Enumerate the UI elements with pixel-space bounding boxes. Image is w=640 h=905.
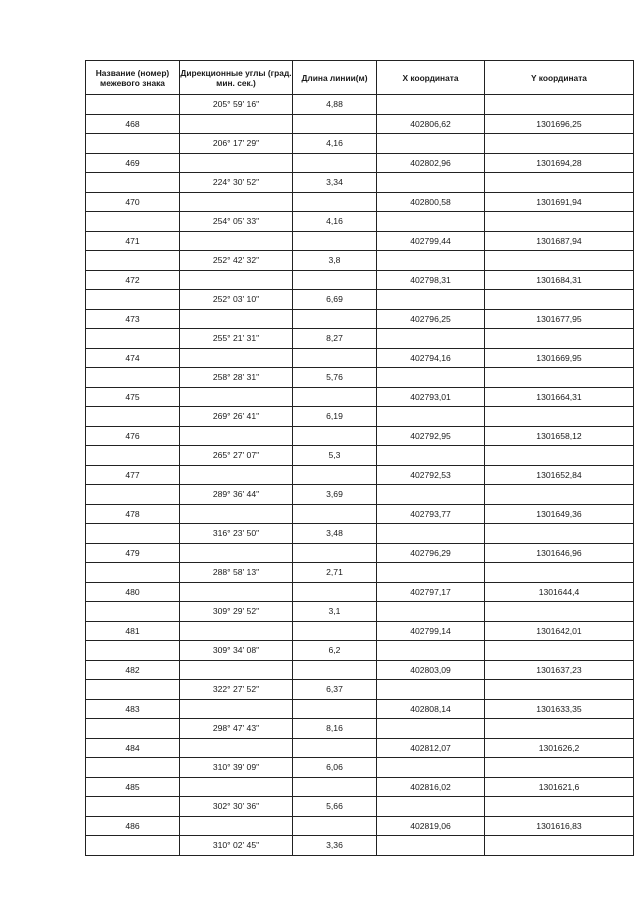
table-row	[86, 290, 634, 310]
direction-angle-cell	[180, 231, 293, 251]
mark-name-cell: 486	[86, 816, 180, 836]
x-coordinate-cell: 402802,96	[377, 153, 485, 173]
x-coordinate-cell	[377, 485, 485, 505]
x-coordinate-cell: 402796,29	[377, 543, 485, 563]
table-row	[86, 797, 634, 817]
direction-angle-cell	[180, 426, 293, 446]
table-row	[86, 368, 634, 388]
line-length-cell: 5,3	[293, 446, 377, 466]
table-row	[86, 699, 634, 719]
table-row	[86, 719, 634, 739]
y-coordinate-cell: 1301649,36	[485, 504, 634, 524]
mark-name-cell	[86, 173, 180, 193]
line-length-cell	[293, 426, 377, 446]
mark-name-cell: 484	[86, 738, 180, 758]
mark-name-cell	[86, 758, 180, 778]
y-coordinate-cell: 1301696,25	[485, 114, 634, 134]
line-length-cell	[293, 348, 377, 368]
table-row	[86, 758, 634, 778]
mark-name-cell	[86, 563, 180, 583]
x-coordinate-cell: 402794,16	[377, 348, 485, 368]
y-coordinate-cell: 1301616,83	[485, 816, 634, 836]
y-coordinate-cell	[485, 173, 634, 193]
x-coordinate-cell: 402792,95	[377, 426, 485, 446]
line-length-cell: 3,36	[293, 836, 377, 856]
mark-name-cell: 483	[86, 699, 180, 719]
table-row	[86, 660, 634, 680]
table-row	[86, 816, 634, 836]
mark-name-cell: 471	[86, 231, 180, 251]
table-row	[86, 329, 634, 349]
x-coordinate-cell	[377, 290, 485, 310]
line-length-cell: 3,1	[293, 602, 377, 622]
mark-name-cell	[86, 641, 180, 661]
direction-angle-cell: 316° 23' 50"	[180, 524, 293, 544]
table-row	[86, 485, 634, 505]
line-length-cell: 3,69	[293, 485, 377, 505]
mark-name-cell: 482	[86, 660, 180, 680]
table-row	[86, 504, 634, 524]
direction-angle-cell	[180, 192, 293, 212]
direction-angle-cell: 288° 58' 13"	[180, 563, 293, 583]
direction-angle-cell: 289° 36' 44"	[180, 485, 293, 505]
line-length-cell: 6,19	[293, 407, 377, 427]
y-coordinate-cell	[485, 797, 634, 817]
y-coordinate-cell: 1301621,6	[485, 777, 634, 797]
direction-angle-cell: 252° 42' 32"	[180, 251, 293, 271]
x-coordinate-cell: 402808,14	[377, 699, 485, 719]
mark-name-cell	[86, 719, 180, 739]
line-length-cell	[293, 543, 377, 563]
mark-name-cell	[86, 680, 180, 700]
direction-angle-cell	[180, 387, 293, 407]
y-coordinate-cell: 1301691,94	[485, 192, 634, 212]
y-coordinate-cell	[485, 758, 634, 778]
line-length-cell	[293, 465, 377, 485]
line-length-cell: 3,48	[293, 524, 377, 544]
mark-name-cell: 468	[86, 114, 180, 134]
line-length-cell: 8,16	[293, 719, 377, 739]
y-coordinate-cell	[485, 680, 634, 700]
table-row	[86, 387, 634, 407]
direction-angle-cell: 258° 28' 31"	[180, 368, 293, 388]
line-length-cell: 5,66	[293, 797, 377, 817]
y-coordinate-cell	[485, 719, 634, 739]
x-coordinate-cell: 402806,62	[377, 114, 485, 134]
y-coordinate-cell: 1301658,12	[485, 426, 634, 446]
mark-name-cell: 481	[86, 621, 180, 641]
direction-angle-cell: 309° 29' 52"	[180, 602, 293, 622]
mark-name-cell	[86, 368, 180, 388]
direction-angle-cell	[180, 699, 293, 719]
y-coordinate-cell	[485, 212, 634, 232]
table-row	[86, 680, 634, 700]
table-row	[86, 251, 634, 271]
mark-name-cell: 477	[86, 465, 180, 485]
x-coordinate-cell: 402796,25	[377, 309, 485, 329]
mark-name-cell	[86, 329, 180, 349]
x-coordinate-cell: 402798,31	[377, 270, 485, 290]
direction-angle-cell: 310° 02' 45"	[180, 836, 293, 856]
x-coordinate-cell: 402799,44	[377, 231, 485, 251]
direction-angle-cell: 206° 17' 29"	[180, 134, 293, 154]
y-coordinate-cell	[485, 134, 634, 154]
x-coordinate-cell: 402793,01	[377, 387, 485, 407]
header-mark-name: Название (номер) межевого знака	[86, 61, 180, 95]
line-length-cell: 3,34	[293, 173, 377, 193]
y-coordinate-cell	[485, 524, 634, 544]
direction-angle-cell	[180, 270, 293, 290]
table-row	[86, 543, 634, 563]
direction-angle-cell	[180, 114, 293, 134]
direction-angle-cell	[180, 582, 293, 602]
line-length-cell	[293, 309, 377, 329]
direction-angle-cell: 252° 03' 10"	[180, 290, 293, 310]
x-coordinate-cell	[377, 95, 485, 115]
x-coordinate-cell	[377, 797, 485, 817]
mark-name-cell: 479	[86, 543, 180, 563]
direction-angle-cell	[180, 738, 293, 758]
line-length-cell	[293, 582, 377, 602]
x-coordinate-cell: 402792,53	[377, 465, 485, 485]
boundary-marks-table	[85, 60, 634, 856]
x-coordinate-cell	[377, 602, 485, 622]
mark-name-cell	[86, 95, 180, 115]
y-coordinate-cell: 1301626,2	[485, 738, 634, 758]
table-row	[86, 153, 634, 173]
line-length-cell	[293, 660, 377, 680]
line-length-cell	[293, 816, 377, 836]
direction-angle-cell	[180, 348, 293, 368]
x-coordinate-cell	[377, 719, 485, 739]
direction-angle-cell: 302° 30' 36"	[180, 797, 293, 817]
y-coordinate-cell	[485, 485, 634, 505]
y-coordinate-cell: 1301642,01	[485, 621, 634, 641]
header-x-coordinate: X координата	[377, 61, 485, 95]
mark-name-cell	[86, 446, 180, 466]
x-coordinate-cell: 402800,58	[377, 192, 485, 212]
mark-name-cell: 480	[86, 582, 180, 602]
x-coordinate-cell: 402812,07	[377, 738, 485, 758]
table-row	[86, 836, 634, 856]
y-coordinate-cell	[485, 563, 634, 583]
table-row	[86, 582, 634, 602]
direction-angle-cell	[180, 465, 293, 485]
y-coordinate-cell: 1301684,31	[485, 270, 634, 290]
mark-name-cell	[86, 134, 180, 154]
mark-name-cell	[86, 797, 180, 817]
mark-name-cell: 473	[86, 309, 180, 329]
table-header-row	[86, 61, 634, 95]
x-coordinate-cell	[377, 758, 485, 778]
line-length-cell	[293, 114, 377, 134]
x-coordinate-cell	[377, 212, 485, 232]
mark-name-cell	[86, 602, 180, 622]
table-row	[86, 114, 634, 134]
table-row	[86, 95, 634, 115]
table-row	[86, 641, 634, 661]
line-length-cell: 3,8	[293, 251, 377, 271]
line-length-cell: 5,76	[293, 368, 377, 388]
x-coordinate-cell	[377, 680, 485, 700]
x-coordinate-cell	[377, 563, 485, 583]
table-body	[86, 95, 634, 856]
x-coordinate-cell: 402797,17	[377, 582, 485, 602]
line-length-cell	[293, 153, 377, 173]
mark-name-cell: 476	[86, 426, 180, 446]
y-coordinate-cell	[485, 290, 634, 310]
mark-name-cell	[86, 212, 180, 232]
line-length-cell	[293, 387, 377, 407]
line-length-cell	[293, 192, 377, 212]
table-row	[86, 309, 634, 329]
table-row	[86, 231, 634, 251]
direction-angle-cell: 298° 47' 43"	[180, 719, 293, 739]
table-row	[86, 738, 634, 758]
line-length-cell	[293, 777, 377, 797]
line-length-cell: 4,88	[293, 95, 377, 115]
x-coordinate-cell: 402799,14	[377, 621, 485, 641]
line-length-cell	[293, 231, 377, 251]
direction-angle-cell: 254° 05' 33"	[180, 212, 293, 232]
y-coordinate-cell	[485, 368, 634, 388]
x-coordinate-cell: 402793,77	[377, 504, 485, 524]
y-coordinate-cell: 1301633,35	[485, 699, 634, 719]
direction-angle-cell	[180, 543, 293, 563]
y-coordinate-cell: 1301687,94	[485, 231, 634, 251]
mark-name-cell: 475	[86, 387, 180, 407]
line-length-cell: 6,37	[293, 680, 377, 700]
table-row	[86, 602, 634, 622]
y-coordinate-cell	[485, 602, 634, 622]
y-coordinate-cell: 1301664,31	[485, 387, 634, 407]
direction-angle-cell: 265° 27' 07"	[180, 446, 293, 466]
y-coordinate-cell	[485, 836, 634, 856]
y-coordinate-cell: 1301652,84	[485, 465, 634, 485]
direction-angle-cell: 309° 34' 08"	[180, 641, 293, 661]
table-row	[86, 134, 634, 154]
x-coordinate-cell: 402816,02	[377, 777, 485, 797]
direction-angle-cell: 255° 21' 31"	[180, 329, 293, 349]
direction-angle-cell: 310° 39' 09"	[180, 758, 293, 778]
x-coordinate-cell	[377, 836, 485, 856]
direction-angle-cell: 322° 27' 52"	[180, 680, 293, 700]
line-length-cell: 6,69	[293, 290, 377, 310]
mark-name-cell	[86, 485, 180, 505]
table-row	[86, 777, 634, 797]
mark-name-cell	[86, 524, 180, 544]
mark-name-cell	[86, 290, 180, 310]
direction-angle-cell	[180, 504, 293, 524]
y-coordinate-cell: 1301694,28	[485, 153, 634, 173]
x-coordinate-cell	[377, 134, 485, 154]
y-coordinate-cell: 1301644,4	[485, 582, 634, 602]
y-coordinate-cell	[485, 329, 634, 349]
x-coordinate-cell	[377, 251, 485, 271]
direction-angle-cell: 205° 59' 16"	[180, 95, 293, 115]
line-length-cell: 4,16	[293, 212, 377, 232]
mark-name-cell: 470	[86, 192, 180, 212]
direction-angle-cell	[180, 816, 293, 836]
y-coordinate-cell: 1301677,95	[485, 309, 634, 329]
x-coordinate-cell	[377, 173, 485, 193]
x-coordinate-cell: 402803,09	[377, 660, 485, 680]
direction-angle-cell	[180, 660, 293, 680]
table-row	[86, 212, 634, 232]
line-length-cell: 8,27	[293, 329, 377, 349]
y-coordinate-cell: 1301637,23	[485, 660, 634, 680]
header-line-length: Длина линии(м)	[293, 61, 377, 95]
table-row	[86, 348, 634, 368]
direction-angle-cell: 224° 30' 52"	[180, 173, 293, 193]
x-coordinate-cell	[377, 524, 485, 544]
line-length-cell	[293, 504, 377, 524]
mark-name-cell: 474	[86, 348, 180, 368]
mark-name-cell	[86, 836, 180, 856]
x-coordinate-cell: 402819,06	[377, 816, 485, 836]
header-direction-angles: Дирекционные углы (град. мин. сек.)	[180, 61, 293, 95]
x-coordinate-cell	[377, 329, 485, 349]
x-coordinate-cell	[377, 368, 485, 388]
direction-angle-cell	[180, 309, 293, 329]
direction-angle-cell: 269° 26' 41"	[180, 407, 293, 427]
y-coordinate-cell	[485, 641, 634, 661]
mark-name-cell: 469	[86, 153, 180, 173]
y-coordinate-cell: 1301669,95	[485, 348, 634, 368]
y-coordinate-cell	[485, 407, 634, 427]
line-length-cell: 4,16	[293, 134, 377, 154]
table-row	[86, 270, 634, 290]
line-length-cell	[293, 621, 377, 641]
direction-angle-cell	[180, 621, 293, 641]
table-row	[86, 621, 634, 641]
table-row	[86, 465, 634, 485]
table-row	[86, 192, 634, 212]
x-coordinate-cell	[377, 446, 485, 466]
header-y-coordinate: Y координата	[485, 61, 634, 95]
coordinates-document	[85, 60, 633, 856]
table-row	[86, 407, 634, 427]
y-coordinate-cell	[485, 95, 634, 115]
table-row	[86, 524, 634, 544]
line-length-cell: 6,06	[293, 758, 377, 778]
line-length-cell: 6,2	[293, 641, 377, 661]
direction-angle-cell	[180, 153, 293, 173]
y-coordinate-cell	[485, 446, 634, 466]
table-row	[86, 426, 634, 446]
mark-name-cell: 485	[86, 777, 180, 797]
line-length-cell: 2,71	[293, 563, 377, 583]
x-coordinate-cell	[377, 407, 485, 427]
line-length-cell	[293, 738, 377, 758]
table-row	[86, 446, 634, 466]
mark-name-cell: 478	[86, 504, 180, 524]
y-coordinate-cell	[485, 251, 634, 271]
line-length-cell	[293, 699, 377, 719]
line-length-cell	[293, 270, 377, 290]
mark-name-cell	[86, 407, 180, 427]
mark-name-cell	[86, 251, 180, 271]
direction-angle-cell	[180, 777, 293, 797]
y-coordinate-cell: 1301646,96	[485, 543, 634, 563]
x-coordinate-cell	[377, 641, 485, 661]
mark-name-cell: 472	[86, 270, 180, 290]
table-row	[86, 563, 634, 583]
table-row	[86, 173, 634, 193]
